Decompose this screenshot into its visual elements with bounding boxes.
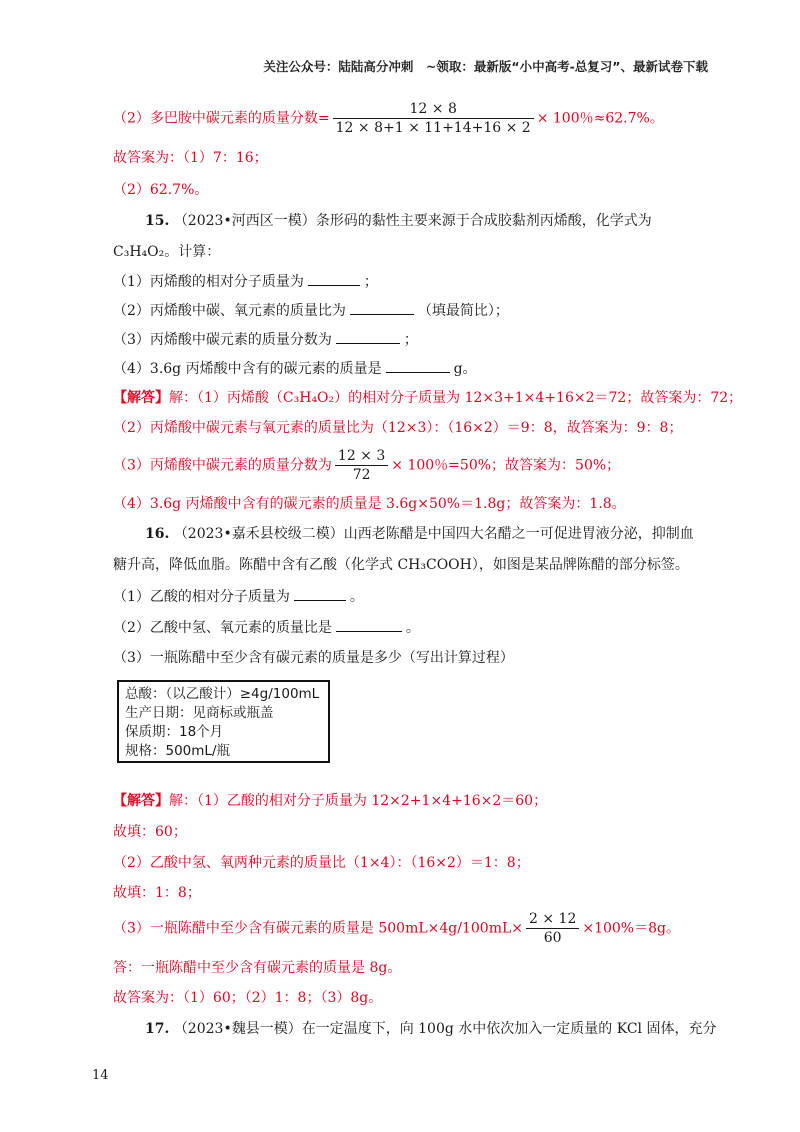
q15-sub4-end: g。 <box>453 361 477 377</box>
q16-sub2-text: （2）乙酸中氢、氧元素的质量比是 <box>113 620 332 636</box>
q16-answer-3-suffix: ×100%＝8g。 <box>582 920 680 937</box>
q16-fill-1: 故填：60； <box>113 824 187 840</box>
q16-fraction-numerator: 2 × 12 <box>529 911 577 927</box>
q16-sub3: （3）一瓶陈醋中至少含有碳元素的质量是多少（写出计算过程） <box>113 650 514 666</box>
vinegar-label-box <box>117 680 330 763</box>
prev-fraction-numerator: 12 × 8 <box>409 101 457 117</box>
q16-fraction-denominator: 60 <box>526 928 579 947</box>
q16-answer-3 <box>113 910 680 947</box>
q15-sub4-text: （4）3.6g 丙烯酸中含有的碳元素的质量是 <box>113 361 382 377</box>
q16-stem-b: 糖升高，降低血脂。陈醋中含有乙酸（化学式 CH₃COOH），如图是某品牌陈醋的部分标签。 <box>113 557 689 573</box>
q16-fill-2: 故填：1：8； <box>113 885 201 901</box>
q15-answer-3-prefix: （3）丙烯酸中碳元素的质量分数为 <box>113 457 332 474</box>
q16-blank-2[interactable] <box>336 617 402 632</box>
page-header: 关注公众号：陆陆高分冲刺 ~领取：最新版“小中高考-总复习”、最新试卷下载 <box>263 59 708 74</box>
q16-stem-a-text: （2023•嘉禾县校级二模）山西老陈醋是中国四大名醋之一可促进胃液分泌，抑制血 <box>173 526 694 542</box>
q16-stem-a <box>145 524 694 544</box>
q15-answer-3-suffix: × 100％=50%；故答案为：50%； <box>391 457 621 474</box>
q16-blank-1[interactable] <box>294 586 346 601</box>
q15-sub3 <box>113 329 418 350</box>
q16-sub1-end: 。 <box>349 589 364 605</box>
q15-stem-a <box>145 211 652 231</box>
q15-fraction-denominator: 72 <box>335 465 388 484</box>
q15-sub3-end: ； <box>403 332 418 348</box>
label-line-production-date: 生产日期：见商标或瓶盖 <box>125 705 274 721</box>
q15-answer-1-text: 解：（1）丙烯酸（C₃H₄O₂）的相对分子质量为 12×3+1×4+16×2＝72；故答案为：72； <box>169 390 743 406</box>
q16-fraction <box>526 910 579 947</box>
q16-answer-tag: 【解答】 <box>113 793 169 809</box>
q15-stem-b-text: 。计算： <box>164 244 221 260</box>
prev-fraction-denominator: 12 × 8+1 × 11+14+16 × 2 <box>333 118 534 137</box>
q15-sub1-end: ； <box>363 274 378 290</box>
q17-number: 17. <box>145 1021 170 1037</box>
label-line-total-acid: 总酸：（以乙酸计）≥4g/100mL <box>125 686 320 702</box>
q15-blank-3[interactable] <box>336 329 400 344</box>
q15-sub1-text: （1）丙烯酸的相对分子质量为 <box>113 274 304 290</box>
prev-final-1: 故答案为：（1）7：16； <box>113 150 268 166</box>
q16-sub1-text: （1）乙酸的相对分子质量为 <box>113 589 290 605</box>
q16-answer-1-text: 解：（1）乙酸的相对分子质量为 12×2+1×4+16×2＝60； <box>169 793 548 809</box>
q15-blank-1[interactable] <box>308 271 360 286</box>
q16-conclusion: 答：一瓶陈醋中至少含有碳元素的质量是 8g。 <box>113 960 402 976</box>
page-number: 14 <box>92 1068 109 1083</box>
q16-number: 16. <box>145 526 170 542</box>
q15-answer-4: （4）3.6g 丙烯酸中含有的碳元素的质量是 3.6g×50%＝1.8g；故答案为：1.8。 <box>113 496 626 512</box>
q16-final: 故答案为：（1）60；（2）1：8；（3）8g。 <box>113 990 383 1006</box>
q15-number: 15. <box>145 213 170 229</box>
q15-sub2-text: （2）丙烯酸中碳、氧元素的质量比为 <box>113 303 346 319</box>
q15-fraction <box>335 447 388 484</box>
label-line-spec: 规格：500mL/瓶 <box>125 743 230 759</box>
q17-stem-text: （2023•魏县一模）在一定温度下，向 100g 水中依次加入一定质量的 KCl 固体，充分 <box>173 1021 717 1037</box>
q15-formula: C₃H₄O₂ <box>113 244 165 260</box>
q15-sub4 <box>113 358 477 379</box>
q16-answer-3-prefix: （3）一瓶陈醋中至少含有碳元素的质量是 500mL×4g/100mL× <box>113 920 523 937</box>
label-line-shelf-life: 保质期：18个月 <box>125 724 224 740</box>
q15-sub3-text: （3）丙烯酸中碳元素的质量分数为 <box>113 332 332 348</box>
prev-fraction <box>333 100 534 137</box>
q15-answer-1 <box>113 388 742 408</box>
q15-answer-2: （2）丙烯酸中碳元素与氧元素的质量比为（12×3）：（16×2）＝9：8，故答案为：9：8； <box>113 420 683 436</box>
q16-sub2 <box>113 617 420 638</box>
q15-fraction-numerator: 12 × 3 <box>337 448 386 464</box>
q15-stem-a-text: （2023•河西区一模）条形码的黏性主要来源于合成胶黏剂丙烯酸，化学式为 <box>173 213 652 229</box>
prev-answer-line2-suffix: × 100％≈62.7%。 <box>536 110 664 127</box>
q17-stem <box>145 1019 716 1039</box>
prev-answer-line2-prefix: （2）多巴胺中碳元素的质量分数= <box>113 110 330 127</box>
q16-sub1 <box>113 586 364 607</box>
q15-answer-tag: 【解答】 <box>113 390 169 406</box>
q15-sub2-end: （填最简比）； <box>417 303 509 319</box>
q15-sub2 <box>113 300 509 321</box>
prev-final-2: （2）62.7%。 <box>113 182 209 198</box>
q16-answer-1 <box>113 791 547 811</box>
prev-answer-line2 <box>113 100 664 137</box>
q15-stem-b <box>113 242 220 262</box>
q15-blank-4[interactable] <box>386 358 450 373</box>
q15-sub1 <box>113 271 378 292</box>
q16-sub2-end: 。 <box>405 620 420 636</box>
q16-answer-2: （2）乙酸中氢、氧两种元素的质量比（1×4）：（16×2）＝1：8； <box>113 855 530 871</box>
q15-answer-3 <box>113 447 620 484</box>
q15-blank-2[interactable] <box>350 300 414 315</box>
